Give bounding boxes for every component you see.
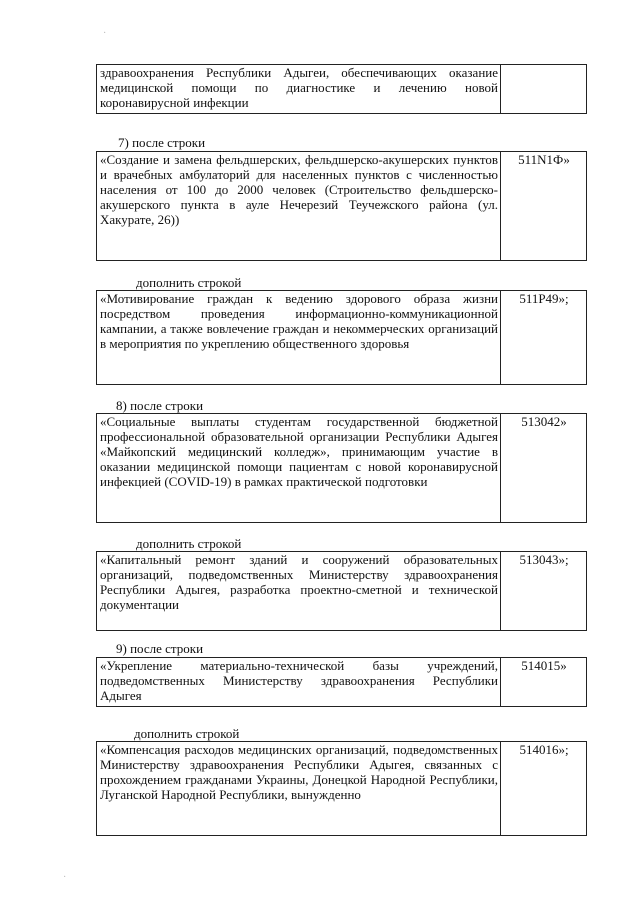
row-code: 511P49»; [501, 291, 587, 385]
row-text: здравоохранения Республики Адыгеи, обеспечивающих оказание медицинской помощи по диагностике и лечению новой коронавирусной инфекции [97, 65, 501, 114]
table-row-add-9 [96, 741, 587, 836]
row-text: «Мотивирование граждан к ведению здорового образа жизни посредством проведения информационно-коммуникационной кампании, а также вовлечение граждан и некоммерческих организаций в мероприятия по укреплению общественного здоровья [97, 291, 501, 385]
section-heading-add-9: дополнить строкой [134, 726, 240, 741]
scan-mark-bottom: · [63, 872, 67, 883]
row-text: «Капитальный ремонт зданий и сооружений образовательных организаций, подведомственных Министерству здравоохранения Республики Адыгея, разработка проектно-сметной и технической документации [97, 552, 501, 631]
section-heading-add-8: дополнить строкой [136, 536, 242, 551]
row-text: «Компенсация расходов медицинских организаций, подведомственных Министерству здравоохранения Республики Адыгея, связанных с прохождением гражданами Украины, Донецкой Народной Республики, Луганской Народной Республики, вынужденно [97, 742, 501, 836]
table-row-continuation [96, 64, 587, 114]
row-text: «Социальные выплаты студентам государственной бюджетной профессиональной образовательной организации Республики Адыгея «Майкопский медицинский колледж», принимающим участие в оказании медицинской помощи пациентам с новой коронавирусной инфекцией (COVID-19) в рамках практической подготовки [97, 414, 501, 523]
row-code: 511N1Ф» [501, 152, 587, 261]
row-text: «Укрепление материально-технической базы учреждений, подведомственных Министерству здравоохранения Республики Адыгея [97, 658, 501, 707]
table-row-7 [96, 151, 587, 261]
row-code: 514015» [501, 658, 587, 707]
table-row-add-8 [96, 551, 587, 631]
section-heading-9: 9) после строки [116, 641, 204, 656]
row-text: «Создание и замена фельдшерских, фельдшерско-акушерских пунктов и врачебных амбулаторий для населенных пунктов с численностью населения от 100 до 2000 человек (Строительство фельдшерско-акушерского пункта в ауле Нечерезий Теучежского района (ул. Хакурате, 26)) [97, 152, 501, 261]
row-code: 513042» [501, 414, 587, 523]
row-code: 513043»; [501, 552, 587, 631]
scan-mark-top: · [103, 28, 107, 39]
table-row-8 [96, 413, 587, 523]
section-heading-7: 7) после строки [118, 135, 206, 150]
table-row-9 [96, 657, 587, 707]
row-code [501, 65, 587, 114]
section-heading-add-7: дополнить строкой [136, 275, 242, 290]
section-heading-8: 8) после строки [116, 398, 204, 413]
table-row-add-7 [96, 290, 587, 385]
row-code: 514016»; [501, 742, 587, 836]
